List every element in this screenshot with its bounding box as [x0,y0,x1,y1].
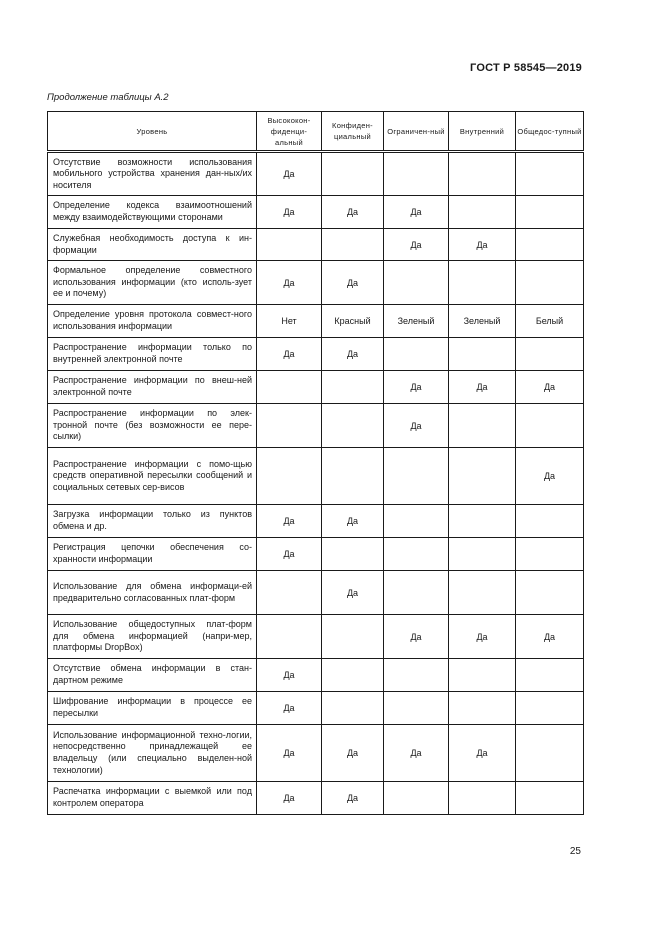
table-cell [384,782,449,815]
table-cell [384,261,449,305]
table-row [48,725,584,782]
table-row [48,615,584,659]
table-row [48,338,584,371]
table-row [48,692,584,725]
row-label: Использование для обмена информаци-ей предварительно согласованных плат-форм [48,571,257,615]
row-label: Формальное определение совместного использования информации (кто исполь-зует ее и почему) [48,261,257,305]
table-cell: Да [257,692,322,725]
table-cell [322,615,384,659]
table-row [48,261,584,305]
table-cell: Да [449,725,516,782]
table-cell: Да [257,338,322,371]
table-caption: Продолжение таблицы А.2 [47,92,169,103]
table-cell [384,571,449,615]
table-cell [516,338,584,371]
table-row [48,404,584,448]
row-label: Отсутствие возможности использования мобильного устройства хранения дан-ных/их носителя [48,152,257,196]
table-cell [384,692,449,725]
table-cell [384,505,449,538]
table-cell [449,448,516,505]
row-label: Распространение информации с помо-щью средств оперативной пересылки сообщений и социальных сетевых сер-висов [48,448,257,505]
table-body [48,152,584,815]
table-cell [449,505,516,538]
row-label: Определение уровня протокола совмест-ного использования информации [48,305,257,338]
table-cell [257,615,322,659]
requirements-table [47,111,584,815]
table-cell: Да [384,229,449,261]
table-cell: Да [322,261,384,305]
table-cell [449,659,516,692]
table-cell: Да [322,725,384,782]
table-cell: Да [257,659,322,692]
row-label: Распространение информации по элек-тронной почте (без возможности ее пере-сылки) [48,404,257,448]
document-code: ГОСТ Р 58545—2019 [470,62,582,74]
table-cell [257,371,322,404]
table-row [48,571,584,615]
table-cell: Красный [322,305,384,338]
table-cell [516,725,584,782]
table-cell: Да [257,152,322,196]
table-cell: Да [384,615,449,659]
table-row [48,782,584,815]
table-cell [516,261,584,305]
table-cell: Да [449,615,516,659]
page-number: 25 [569,846,581,857]
table-header-row [48,112,584,152]
row-label: Распространение информации по внеш-ней электронной почте [48,371,257,404]
table-cell [322,229,384,261]
column-header: Общедос-тупный [516,112,584,152]
table-cell: Зеленый [384,305,449,338]
row-label: Определение кодекса взаимоотношений между взаимодействующими сторонами [48,196,257,229]
table-cell [449,196,516,229]
table-cell: Да [322,196,384,229]
table-cell [449,404,516,448]
table-cell: Да [516,371,584,404]
table-cell: Да [257,196,322,229]
table-cell: Да [322,571,384,615]
table-cell: Нет [257,305,322,338]
table-row [48,659,584,692]
row-label: Регистрация цепочки обеспечения со-хранности информации [48,538,257,571]
table-cell [322,152,384,196]
table-row [48,229,584,261]
row-label: Использование информационной техно-логии, непосредственно принадлежащей ее владельцу (или специально выделен-ной технологии) [48,725,257,782]
table-cell [516,196,584,229]
table-cell: Да [322,338,384,371]
table-cell [449,571,516,615]
table-cell [384,338,449,371]
table-row [48,196,584,229]
table-cell [384,659,449,692]
table-cell [257,448,322,505]
column-header: Высококон-фиденци-альный [257,112,322,152]
row-label: Распечатка информации с выемкой или под контролем оператора [48,782,257,815]
table-cell [384,448,449,505]
table-cell [322,404,384,448]
table-cell: Да [384,404,449,448]
table-cell [516,571,584,615]
column-header: Ограничен-ный [384,112,449,152]
table-row [48,305,584,338]
table-cell: Белый [516,305,584,338]
table-cell [257,229,322,261]
table-cell [449,538,516,571]
row-label: Служебная необходимость доступа к ин-формации [48,229,257,261]
row-label: Шифрование информации в процессе ее пересылки [48,692,257,725]
column-header-level: Уровень [48,112,257,152]
column-header: Внутренний [449,112,516,152]
table-cell [516,659,584,692]
table-cell: Да [516,448,584,505]
column-header: Конфиден-циальный [322,112,384,152]
table-cell: Да [257,261,322,305]
table-row [48,505,584,538]
table-cell: Зеленый [449,305,516,338]
table-cell [322,659,384,692]
table-cell: Да [257,725,322,782]
table-row [48,371,584,404]
table-cell: Да [322,505,384,538]
row-label: Отсутствие обмена информации в стан-дартном режиме [48,659,257,692]
table-cell [322,692,384,725]
table-cell [257,404,322,448]
table-cell [516,538,584,571]
table-cell [516,505,584,538]
table-cell: Да [384,196,449,229]
table-cell [384,538,449,571]
table-cell: Да [322,782,384,815]
table-cell [449,152,516,196]
table-cell [322,448,384,505]
table-row [48,538,584,571]
table-cell: Да [257,538,322,571]
table-cell [384,152,449,196]
table-cell [449,692,516,725]
table-cell [322,371,384,404]
table-cell: Да [449,229,516,261]
table-cell [322,538,384,571]
table-cell: Да [257,782,322,815]
row-label: Загрузка информации только из пунктов обмена и др. [48,505,257,538]
table-cell [449,338,516,371]
table-cell [516,782,584,815]
table-cell: Да [257,505,322,538]
table-cell: Да [449,371,516,404]
table-cell [516,229,584,261]
table-cell [516,404,584,448]
table-cell [516,152,584,196]
table-row [48,152,584,196]
row-label: Использование общедоступных плат-форм для обмена информацией (напри-мер, платформы DropBox) [48,615,257,659]
table-cell: Да [384,371,449,404]
table-cell: Да [384,725,449,782]
table-cell: Да [516,615,584,659]
row-label: Распространение информации только по внутренней электронной почте [48,338,257,371]
table-row [48,448,584,505]
table-cell [449,261,516,305]
table-cell [257,571,322,615]
table-cell [516,692,584,725]
table-cell [449,782,516,815]
